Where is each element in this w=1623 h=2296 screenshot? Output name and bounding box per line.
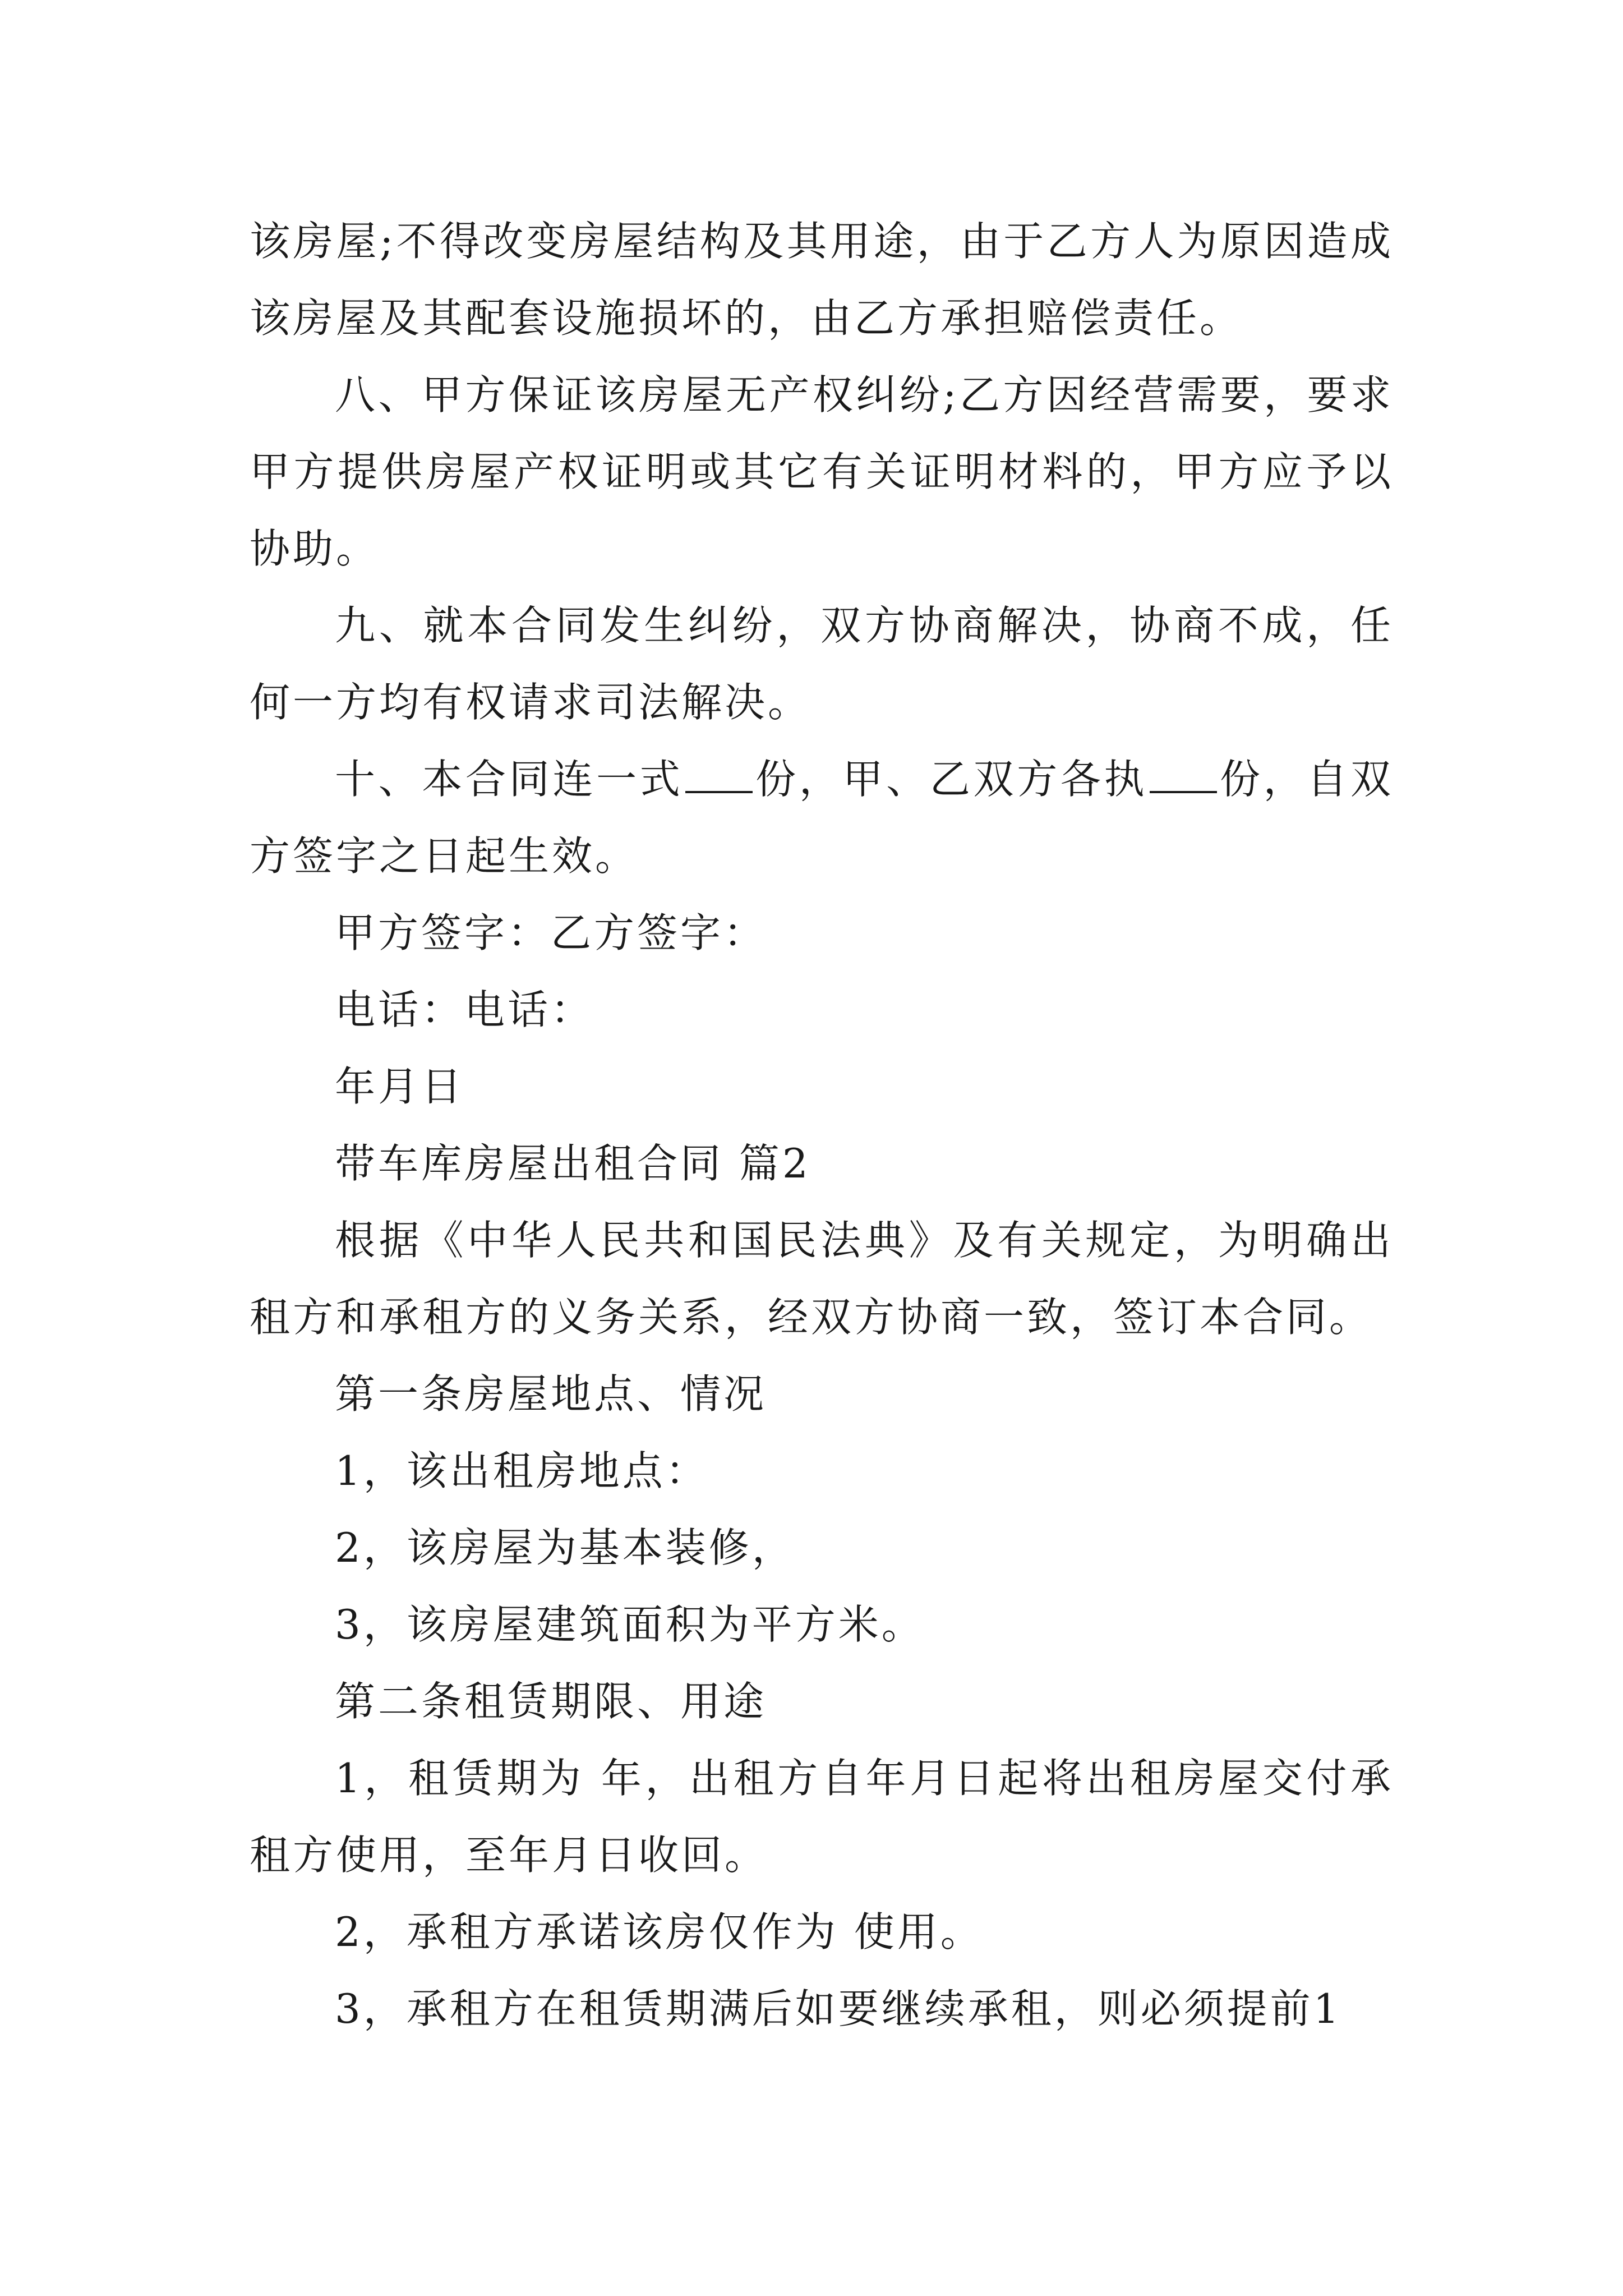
copies-total-blank	[685, 760, 753, 793]
article-2-item-1: 1，租赁期为 年，出租方自年月日起将出租房屋交付承租方使用，至年月日收回。	[250, 1755, 1394, 1879]
paragraph-clause-9: 九、就本合同发生纠纷，双方协商解决，协商不成，任何一方均有权请求司法解决。	[250, 602, 1394, 726]
paragraph-clause-7-continued: 该房屋;不得改变房屋结构及其用途，由于乙方人为原因造成该房屋及其配套设施损坏的，由乙方承担赔偿责任。	[250, 218, 1394, 342]
article-1-item-3: 3，该房屋建筑面积为平方米。	[335, 1601, 925, 1648]
paragraph-preamble: 根据《中华人民共和国民法典》及有关规定，为明确出租方和承租方的义务关系，经双方协商一致，签订本合同。	[250, 1217, 1394, 1341]
paragraph-clause-10	[250, 741, 1394, 895]
clause-10-text-part-1: 十、本合同连一式	[335, 756, 684, 803]
clause-10-text-part-2: 份，甲、乙双方各执	[755, 756, 1148, 803]
article-1-heading: 第一条房屋地点、情况	[335, 1370, 767, 1418]
document-body	[250, 203, 1394, 2047]
signature-line: 甲方签字：乙方签字：	[335, 909, 767, 956]
paragraph-clause-8: 八、甲方保证该房屋无产权纠纷;乙方因经营需要，要求甲方提供房屋产权证明或其它有关证明材料的，甲方应予以协助。	[250, 371, 1394, 572]
phone-line: 电话：电话：	[335, 986, 594, 1033]
article-2-heading: 第二条租赁期限、用途	[335, 1678, 767, 1725]
copies-each-blank	[1150, 760, 1217, 793]
section-title-part-2: 带车库房屋出租合同 篇2	[335, 1140, 811, 1187]
date-line: 年月日	[335, 1063, 465, 1110]
article-1-item-1: 1，该出租房地点：	[335, 1447, 709, 1494]
clause-10-text-part-3: 份，自双方签字之日起生效。	[250, 756, 1394, 880]
article-2-item-3: 3，承租方在租赁期满后如要继续承租，则必须提前1	[335, 1985, 1342, 2032]
article-2-item-2: 2，承租方承诺该房仅作为 使用。	[335, 1908, 984, 1955]
article-1-item-2: 2，该房屋为基本装修，	[335, 1524, 795, 1571]
